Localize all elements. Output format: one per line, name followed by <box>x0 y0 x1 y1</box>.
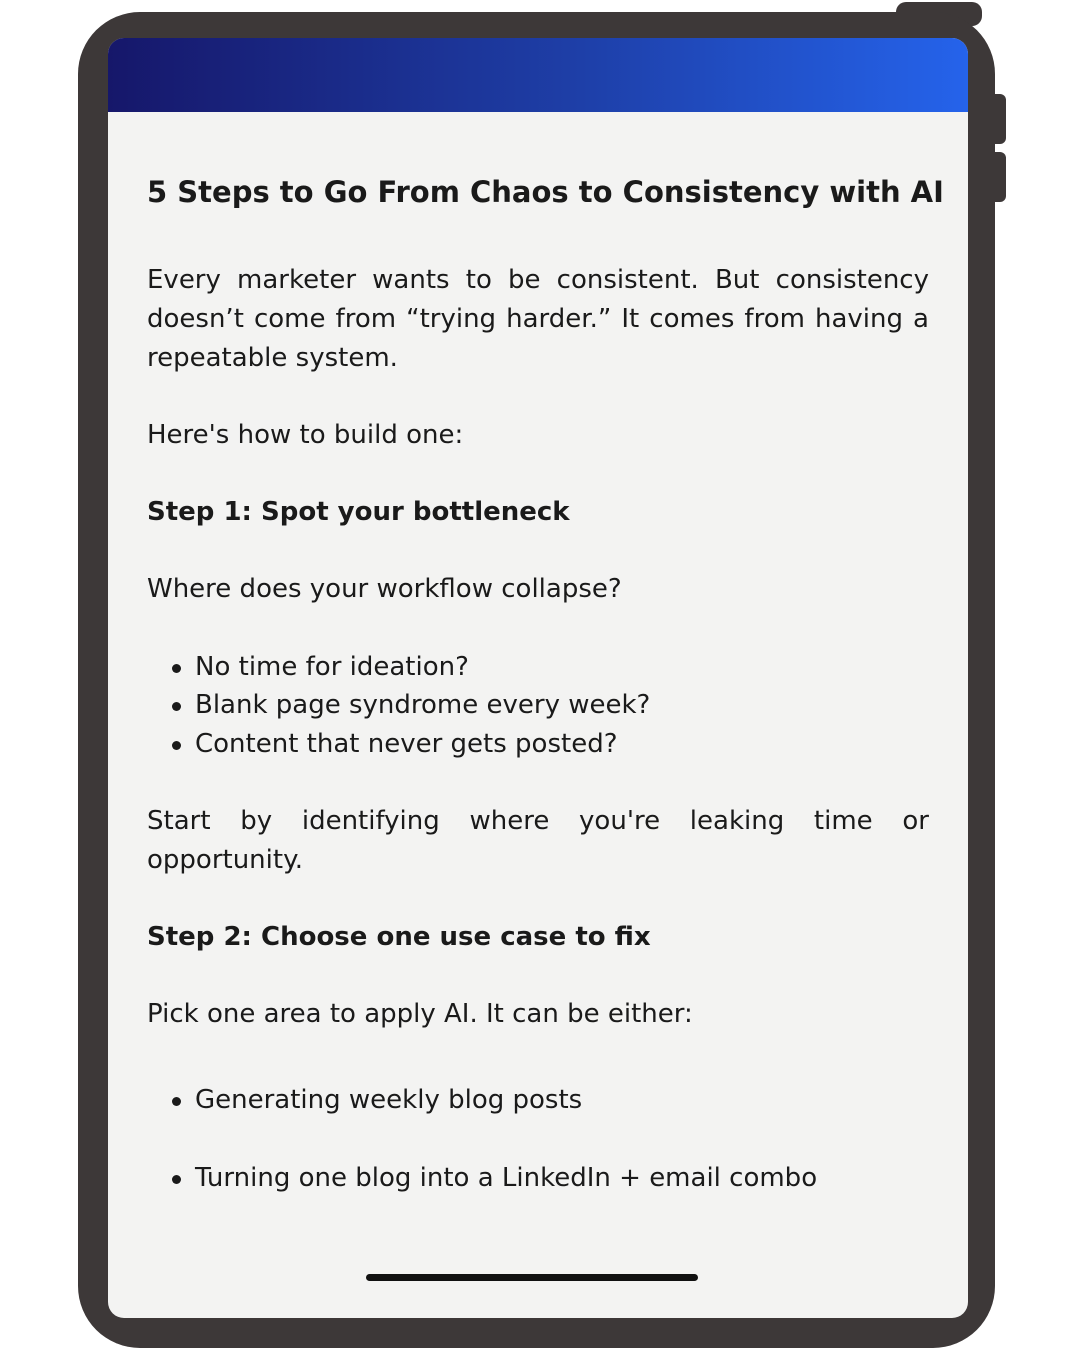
intro-line: doesn’t come from “trying harder.” It comes from having a <box>147 304 929 334</box>
list-item: Generating weekly blog posts <box>195 1081 968 1120</box>
home-indicator[interactable] <box>366 1274 698 1281</box>
lead-text: Here's how to build one: <box>147 420 464 450</box>
list-item: No time for ideation? <box>195 648 968 687</box>
intro-line: repeatable system. <box>147 343 398 373</box>
step1-heading: Step 1: Spot your bottleneck <box>147 497 570 527</box>
article-title: 5 Steps to Go From Chaos to Consistency with AI <box>147 175 944 209</box>
step1-summary: Start by identifying where you're leaking time or <box>147 806 929 836</box>
list-item: Turning one blog into a LinkedIn + email combo <box>195 1159 968 1198</box>
step2-heading: Step 2: Choose one use case to fix <box>147 922 651 952</box>
list-item: Blank page syndrome every week? <box>195 686 968 725</box>
list-item: Content that never gets posted? <box>195 725 968 764</box>
step1-question: Where does your workflow collapse? <box>147 574 622 604</box>
step2-text: Pick one area to apply AI. It can be either: <box>147 999 693 1029</box>
tablet-screen <box>108 38 968 1318</box>
intro-line: Every marketer wants to be consistent. But consistency <box>147 265 929 295</box>
gradient-header-bar <box>108 38 968 112</box>
step1-summary: opportunity. <box>147 845 304 875</box>
